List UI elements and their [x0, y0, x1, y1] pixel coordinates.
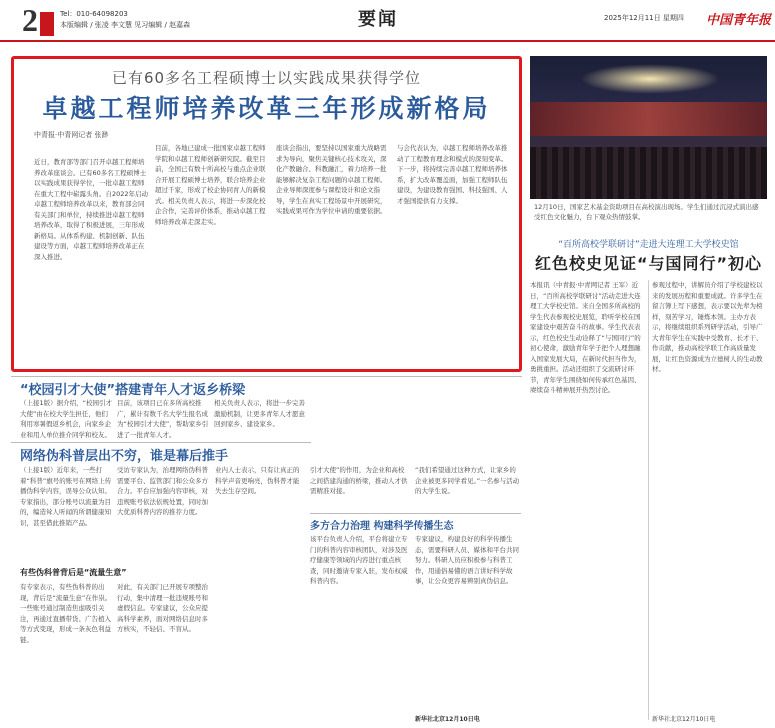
stage-light — [580, 64, 720, 94]
masthead-info — [60, 9, 190, 31]
story-column: 有专家表示，有些伪科普的出现，背后是“流量生意”在作祟。一些账号通过制造焦虑吸引关注，再通过直播带货、广告植入等方式变现，形成一条灰色利益链。 — [20, 583, 112, 644]
audience — [530, 147, 767, 199]
stage-backdrop — [530, 102, 767, 136]
masthead-tel: Tel：010-64098203 — [60, 10, 128, 18]
story-column: 受访专家认为，治理网络伪科普需要平台、监管部门和公众多方合力。平台应加强内容审核，对违规账号依法依规处置，同时加大优质科普内容的推荐力度。 — [117, 466, 208, 516]
photo-caption: 12月10日，国家艺术基金资助项目在高校演出现场。学生们通过沉浸式演出感受红色文化魅力，台下观众热情鼓掌。 — [534, 203, 759, 221]
lead-article[interactable] — [11, 56, 522, 372]
mid-signoff: 新华社北京12月10日电 — [415, 716, 480, 723]
masthead-editors: 本版编辑 / 张凌 李文慧 见习编辑 / 赵嘉森 — [60, 21, 191, 29]
column-divider — [648, 280, 649, 720]
story-headline-pseudoscience[interactable]: 网络伪科普层出不穷，谁是幕后推手 — [20, 449, 229, 464]
story-headline-talent[interactable]: “校园引才大使”搭建青年人才返乡桥梁 — [20, 383, 246, 398]
story-column: 专家建议，构建良好的科学传播生态，需要科研人员、媒体和平台共同努力。科研人员应积极参与科普工作，用通俗易懂的语言讲好科学故事，让公众更容易辨别真伪信息。 — [415, 535, 519, 585]
story-subheading-traffic: 有些伪科普背后是“流量生意” — [20, 568, 127, 577]
right-signoff: 新华社北京12月10日电 — [652, 716, 716, 723]
lead-column: 近日，教育部等部门召开卓越工程师培养改革座谈会。已有60多名工程硕博士以实践成果获得学位，一批卓越工程师在重大工程中崭露头角。自2022年启动卓越工程师培养改革以来，教育部会同有关部门和单位，持续推进卓越工程师培养改革，取得了积极进展，三年形成新格局。从体系构建、机制创新、队伍建设等方面，卓越工程师培养改革正在深入推进。 — [34, 158, 149, 261]
story-column: 对此，有关部门已开展专项整治行动，集中清理一批违规账号和虚假信息。专家建议，公众应提高科学素养，面对网络信息时多方核实，不轻信、不盲从。 — [117, 583, 208, 633]
section-divider — [11, 376, 522, 377]
lead-column: 与会代表认为，卓越工程师培养改革推动了工程教育理念和模式的深刻变革。下一步，将持续完善卓越工程师培养体系，扩大改革覆盖面，加强工程师队伍建设，为建设教育强国、科技强国、人才强国提供有力支撑。 — [397, 144, 508, 205]
right-column: 本报讯（中青报·中青网记者 王军）近日，“百所高校学联研讨”活动走进大连理工大学校史馆。来自全国多所高校的学生代表参观校史展览，聆听学校在国家建设中艰苦奋斗的故事。学生代表表示，红色校史生动诠释了“与国同行”的初心使命，激励青年学子把个人理想融入国家发展大局，在新时代担当作为，勇挑重担。活动还组织了交流研讨环节，青年学生围绕如何传承红色基因、赓续奋斗精神展开热烈讨论。 — [530, 281, 641, 394]
lead-headline[interactable]: 卓越工程师培养改革三年形成新格局 — [42, 94, 491, 123]
story-column: “我们希望通过这种方式，让家乡的企业被更多同学看见。”一名参与活动的大学生说。 — [415, 466, 520, 495]
story-column: （上接1版）近年来，一些打着“科普”旗号的账号在网络上传播伪科学内容，误导公众认知。专家指出，部分账号以流量为目的，编造耸人听闻的所谓健康知识，甚至借此推销产品。 — [20, 466, 112, 527]
page-number: 2 — [22, 2, 38, 38]
story-column: （上接1版）据介绍，“校园引才大使”由在校大学生担任，他们利用寒暑假返乡机会，向家乡企业和用人单位推介同学和校友。 — [20, 399, 112, 439]
page-number-bar — [40, 12, 54, 36]
newspaper-logo: 中国青年报 — [706, 13, 772, 28]
section-divider — [11, 442, 311, 443]
story-column: 引才大使”的作用，为企业和高校之间搭建沟通的桥梁，推动人才供需精准对接。 — [310, 466, 408, 495]
story-column: 目前，该项目已在多所高校推广，累计有数千名大学生报名成为“校园引才大使”，帮助家乡引进了一批青年人才。 — [117, 399, 209, 439]
right-headline[interactable]: 红色校史见证“与国同行”初心 — [534, 254, 763, 273]
right-kicker: “百所高校学联研讨”走进大连理工大学校史馆 — [558, 240, 739, 250]
story-subheading-ecosystem: 多方合力治理 构建科学传播生态 — [310, 521, 454, 532]
lead-column: 座谈会指出，要坚持以国家重大战略需求为导向，聚焦关键核心技术攻关，深化产教融合、科教融汇，着力培养一批能够解决复杂工程问题的卓越工程师。企业导师深度参与课程设计和论文指导，学生在真实工程场景中开展研究，实践成果可作为学位申请的重要依据。 — [276, 144, 387, 215]
news-photo[interactable] — [530, 56, 767, 199]
story-column: 该平台负责人介绍，平台将建立专门的科普内容审核团队，对涉及医疗健康等领域的内容进行重点核查，同时邀请专家入驻，发布权威科普内容。 — [310, 535, 408, 585]
story-column: 相关负责人表示，将进一步完善激励机制，让更多青年人才愿意回到家乡、建设家乡。 — [214, 399, 305, 428]
lead-column: 目前，各地已建成一批国家卓越工程师学院和卓越工程师创新研究院。截至目前，全国已有数十所高校与重点企业联合开展工程硕博士培养，联合培养企业超过千家，形成了校企协同育人的新模式。相关负责人表示，将进一步深化校企合作，完善评价体系，推动卓越工程师培养改革走深走实。 — [155, 144, 266, 226]
section-divider — [310, 513, 521, 514]
masthead-date: 2025年12月11日 星期四 — [604, 14, 684, 22]
right-column: 参观过程中，讲解员介绍了学校建校以来的发展历程和重要成就。许多学生在留言簿上写下感想，表示要以先辈为榜样，刻苦学习，锤炼本领。主办方表示，将继续组织系列研学活动，引导广大青年学生在实践中受教育、长才干、作贡献，推动高校学联工作高质量发展，让红色资源成为立德树人的生动教材。 — [652, 281, 763, 373]
lead-byline: 中青报·中青网记者 张渺 — [34, 131, 109, 139]
masthead — [0, 0, 775, 42]
lead-subhead: 已有60多名工程硕博士以实践成果获得学位 — [111, 69, 422, 87]
story-column: 业内人士表示，只有让真正的科学声音更响亮，伪科普才能失去生存空间。 — [215, 466, 300, 495]
section-title: 要闻 — [358, 9, 398, 30]
